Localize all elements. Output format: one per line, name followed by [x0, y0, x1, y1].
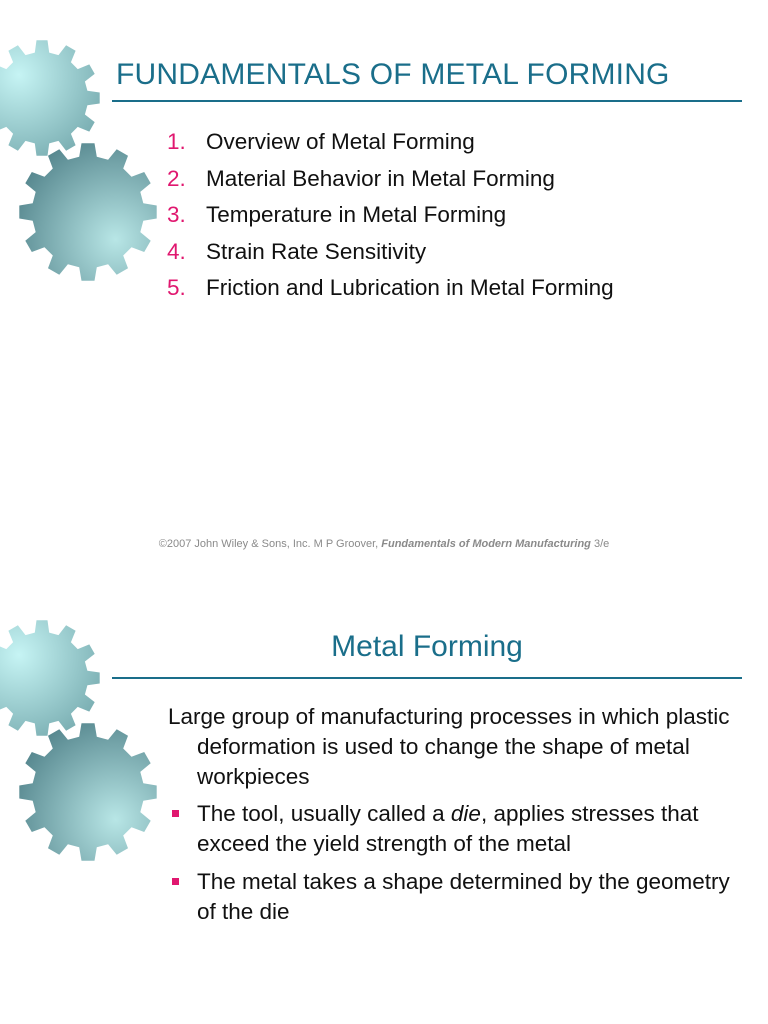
- title-divider: [112, 100, 742, 102]
- copyright-footer: ©2007 John Wiley & Sons, Inc. M P Groover, Fundamentals of Modern Manufacturing 3/e: [158, 538, 610, 550]
- gears-decoration: [0, 580, 160, 880]
- gear-shape: [19, 723, 156, 860]
- list-item: 1. Overview of Metal Forming: [167, 129, 475, 154]
- lead-paragraph: Large group of manufacturing processes in which plastic deformation is used to change the shape of metal workpieces: [168, 704, 730, 789]
- slide-title: Metal Forming: [331, 630, 523, 663]
- gear-shape: [19, 143, 156, 280]
- gear-icon: [19, 723, 156, 860]
- list-item: 2. Material Behavior in Metal Forming: [167, 165, 555, 191]
- gear-icon: [0, 620, 100, 735]
- bullet-list: [168, 799, 748, 927]
- list-item: 3. Temperature in Metal Forming: [167, 202, 507, 227]
- list-item: The metal takes a shape determined by the geometry of the die: [168, 867, 748, 927]
- gear-icon: [19, 143, 156, 280]
- slide-body: [168, 702, 748, 935]
- gear-shape: [0, 40, 100, 155]
- title-divider: [112, 677, 742, 679]
- bullet-square-icon: [172, 810, 179, 817]
- list-item: The tool, usually called a die, applies stresses that exceed the yield strength of the metal: [168, 799, 748, 859]
- gear-icon: [0, 40, 100, 155]
- gear-shape: [0, 620, 100, 735]
- slide-2: [0, 580, 768, 1024]
- bullet-square-icon: [172, 878, 179, 885]
- agenda-list: [167, 124, 614, 307]
- gears-decoration: [0, 0, 160, 300]
- list-item: 4. Strain Rate Sensitivity: [167, 238, 427, 264]
- slide-title: FUNDAMENTALS OF METAL FORMING: [116, 58, 670, 91]
- list-item: 5. Friction and Lubrication in Metal Forming: [167, 275, 614, 300]
